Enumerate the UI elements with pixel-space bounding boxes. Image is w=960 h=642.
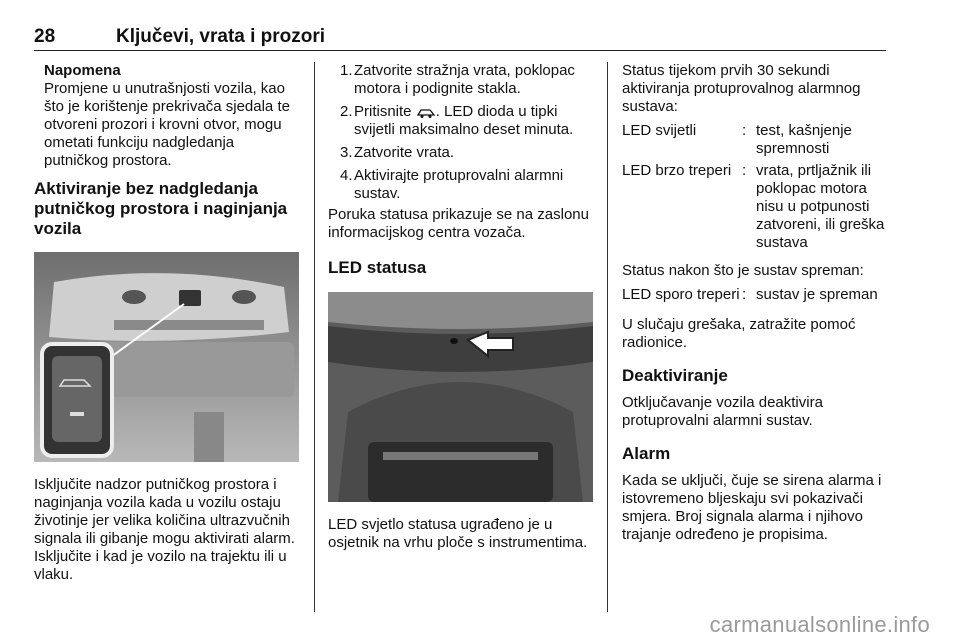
column-middle [328,62,593,552]
deactivation-paragraph: Otključavanje vozila deaktivira protuprovalni alarmni sustav. [622,394,823,429]
alarm-heading: Alarm [622,444,671,463]
page-number: 28 [34,26,56,47]
steps-list [328,62,593,203]
led-state: LED sporo treperi [622,286,740,303]
status-table-1 [622,122,887,252]
page-title: Ključevi, vrata i prozori [116,26,326,47]
led-meaning: sustav je spreman [756,286,878,303]
separator: : [742,122,747,139]
note-text: Promjene u unutrašnjosti vozila, kao što je korištenje prekrivača sjedala te otvoreni prozori i krovni otvor, mogu ometati funkciju nadgledanja putničkog prostora. [44,80,290,169]
column-right [622,62,887,544]
led-state: LED brzo treperi [622,162,732,179]
step-item: 2. Pritisnite . LED dioda u tipki svijetli maksimalno deset minuta. [340,103,574,138]
section-heading: Aktiviranje bez nadgledanja putničkog prostora i naginjanja vozila [34,179,288,238]
column-divider [314,62,315,612]
deactivation-heading: Deaktiviranje [622,366,728,385]
car-interior-sensor-icon [416,106,436,118]
step-item: 1. Zatvorite stražnja vrata, poklopac motora i podignite stakla. [340,62,575,97]
led-meaning: test, kašnjenje spremnosti [756,122,852,157]
led-caption: LED svjetlo statusa ugrađeno je u osjetnik na vrhu ploče s instrumentima. [328,516,588,551]
column-divider [607,62,608,612]
status-intro: Status tijekom prvih 30 sekundi aktiviranja protuprovalnog alarmnog sustava: [622,62,861,115]
led-state: LED svijetli [622,122,697,139]
led-meaning: vrata, prtljažnik ili poklopac motora nisu u potpunosti zatvoreni, ili greška sustava [756,162,885,251]
interior-sensor-image [34,252,299,462]
column-left [34,62,299,584]
status-table-2 [622,286,887,304]
note-heading: Napomena [44,62,121,79]
watermark: carmanualsonline.info [709,612,930,637]
page-header [34,26,886,51]
led-heading: LED statusa [328,258,427,277]
step-item: 3. Zatvorite vrata. [340,144,455,161]
separator: : [742,162,747,179]
deactivate-paragraph: Isključite nadzor putničkog prostora i naginjanja vozila kada u vozilu ostaju životinje jer velika količina ultrazvučnih signala ili gibanje mogu aktivirati alarm. Isključite i kad je vozilo na trajektu ili u vlaku. [34,476,295,583]
step-item: 4. Aktivirajte protuprovalni alarmni sustav. [340,167,564,202]
dashboard-led-image [328,292,593,502]
alarm-paragraph: Kada se uključi, čuje se sirena alarma i istovremeno bljeskaju svi pokazivači smjera. Broj signala alarma i njihovo trajanje određeno je propisima. [622,472,882,543]
error-paragraph: U slučaju grešaka, zatražite pomoć radionice. [622,316,856,351]
ready-intro: Status nakon što je sustav spreman: [622,262,864,279]
status-message-paragraph: Poruka statusa prikazuje se na zaslonu informacijskog centra vozača. [328,206,589,241]
separator: : [742,286,747,303]
